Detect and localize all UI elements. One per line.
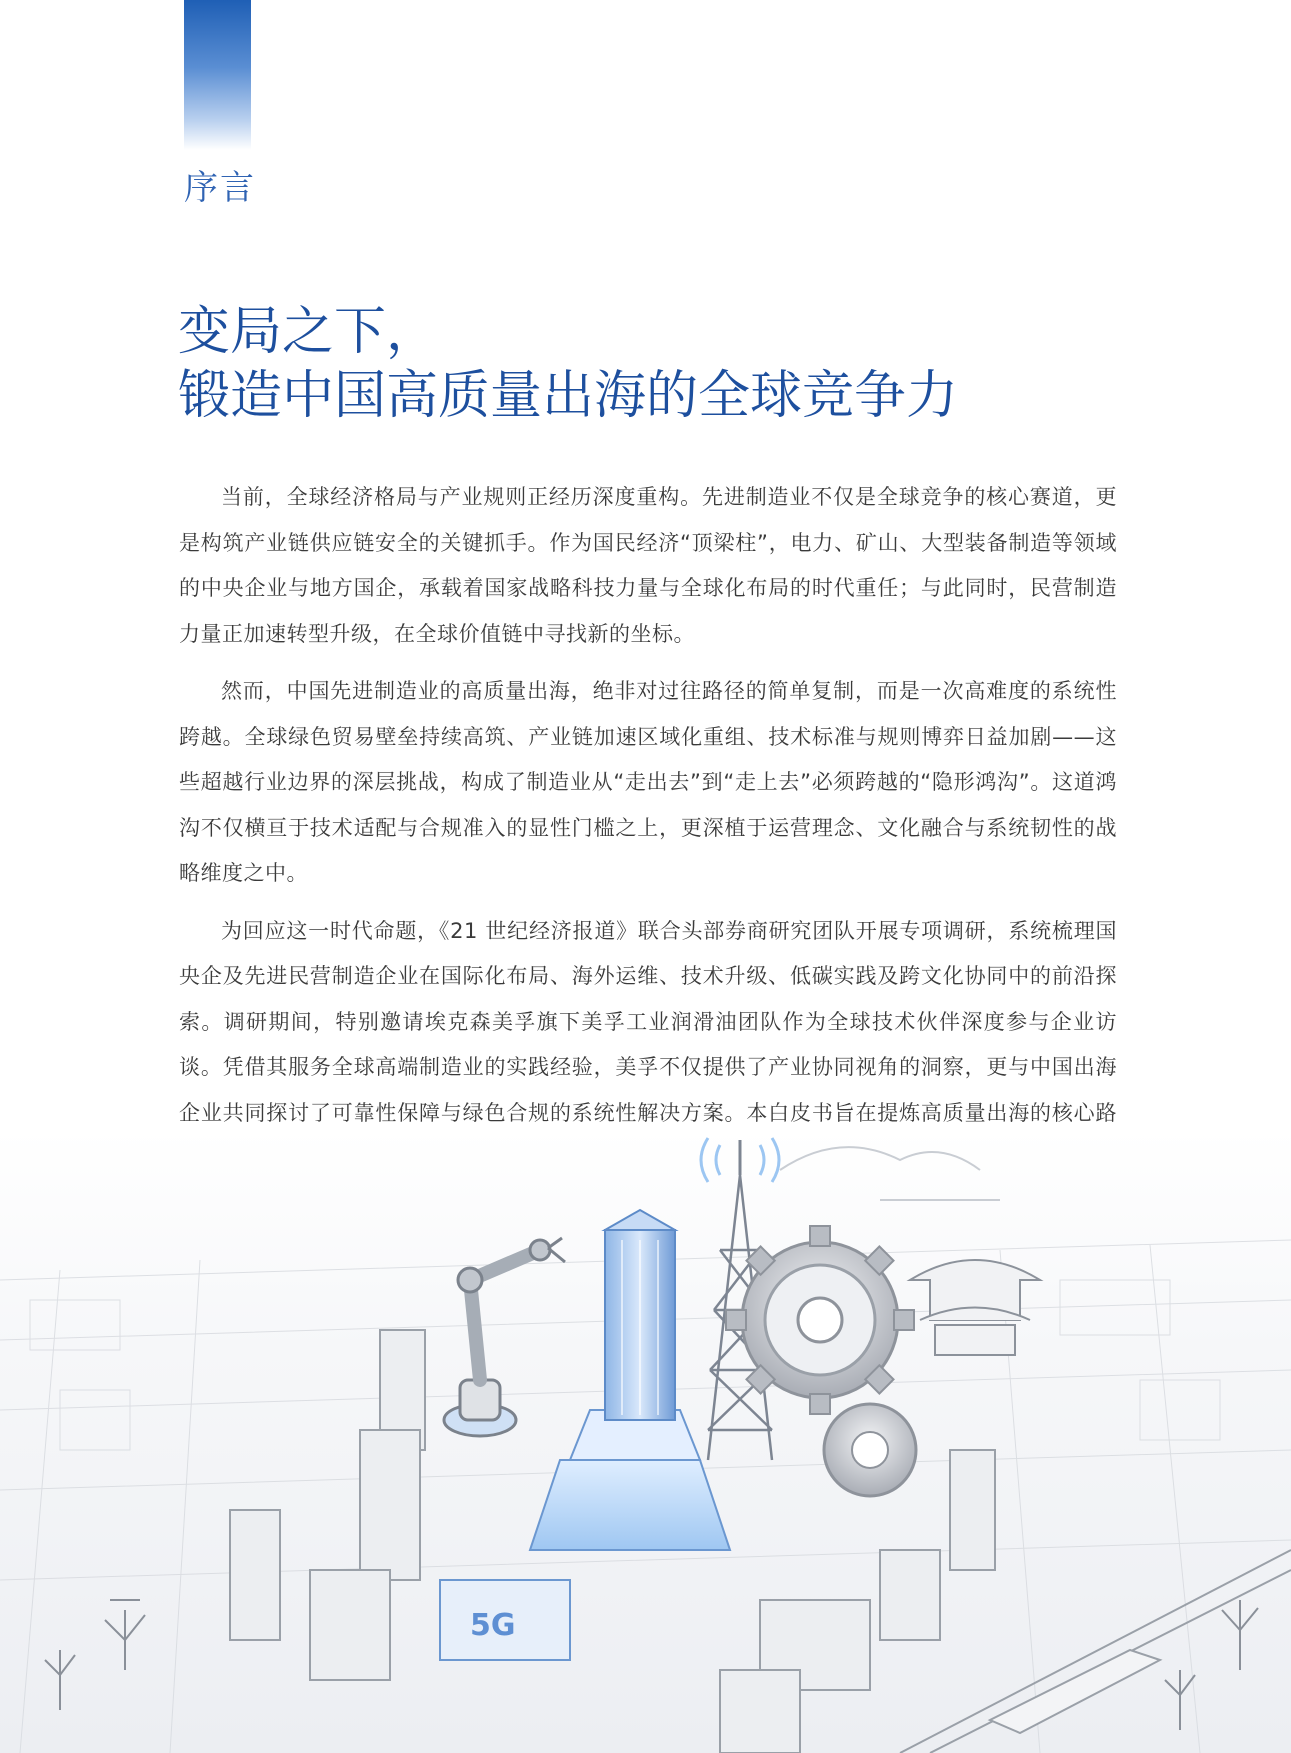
paragraph-3: 为回应这一时代命题，《21 世纪经济报道》联合头部券商研究团队开展专项调研，系统梳理国央企及先进民营制造企业在国际化布局、海外运维、技术升级、低碳实践及跨文化协同中的前沿探索。调研期间，特别邀请埃克森美孚旗下美孚工业润滑油团队作为全球技术伙伴深度参与企业访谈。凭借其服务全球高端制造业的实践经验，美孚不仅提供了产业协同视角的洞察，更与中国出海企业共同探讨了可靠性保障与绿色合规的系统性解决方案。本白皮书旨在提炼高质量出海的核心路 xyxy=(179,918,1117,1125)
body-text xyxy=(179,475,1117,1194)
section-label: 序言 xyxy=(184,168,256,208)
large-gear xyxy=(726,1226,914,1414)
decorative-blue-bar xyxy=(184,0,251,150)
title-line-1: 变局之下， xyxy=(178,302,439,362)
page-title xyxy=(178,300,958,428)
paragraph-1: 当前，全球经济格局与产业规则正经历深度重构。先进制造业不仅是全球竞争的核心赛道，更是构筑产业链供应链安全的关键抓手。作为国民经济“顶梁柱”，电力、矿山、大型装备制造等领域的中央企业与地方国企，承载着国家战略科技力量与全球化布局的时代重任；与此同时，民营制造力量正加速转型升级，在全球价值链中寻找新的坐标。 xyxy=(179,485,1117,646)
5g-badge: 5G xyxy=(470,1608,516,1643)
5g-building xyxy=(440,1580,570,1660)
paragraph-2: 然而，中国先进制造业的高质量出海，绝非对过往路径的简单复制，而是一次高难度的系统性跨越。全球绿色贸易壁垒持续高筑、产业链加速区域化重组、技术标准与规则博弈日益加剧——这些超越行业边界的深层挑战，构成了制造业从“走出去”到“走上去”必须跨越的“隐形鸿沟”。这道鸿沟不仅横亘于技术适配与合规准入的显性门槛之上，更深植于运营理念、文化融合与系统韧性的战略维度之中。 xyxy=(179,679,1117,885)
title-line-2: 锻造中国高质量出海的全球竞争力 xyxy=(178,366,959,426)
small-gear xyxy=(824,1404,916,1496)
smart-city-illustration xyxy=(0,1130,1291,1753)
